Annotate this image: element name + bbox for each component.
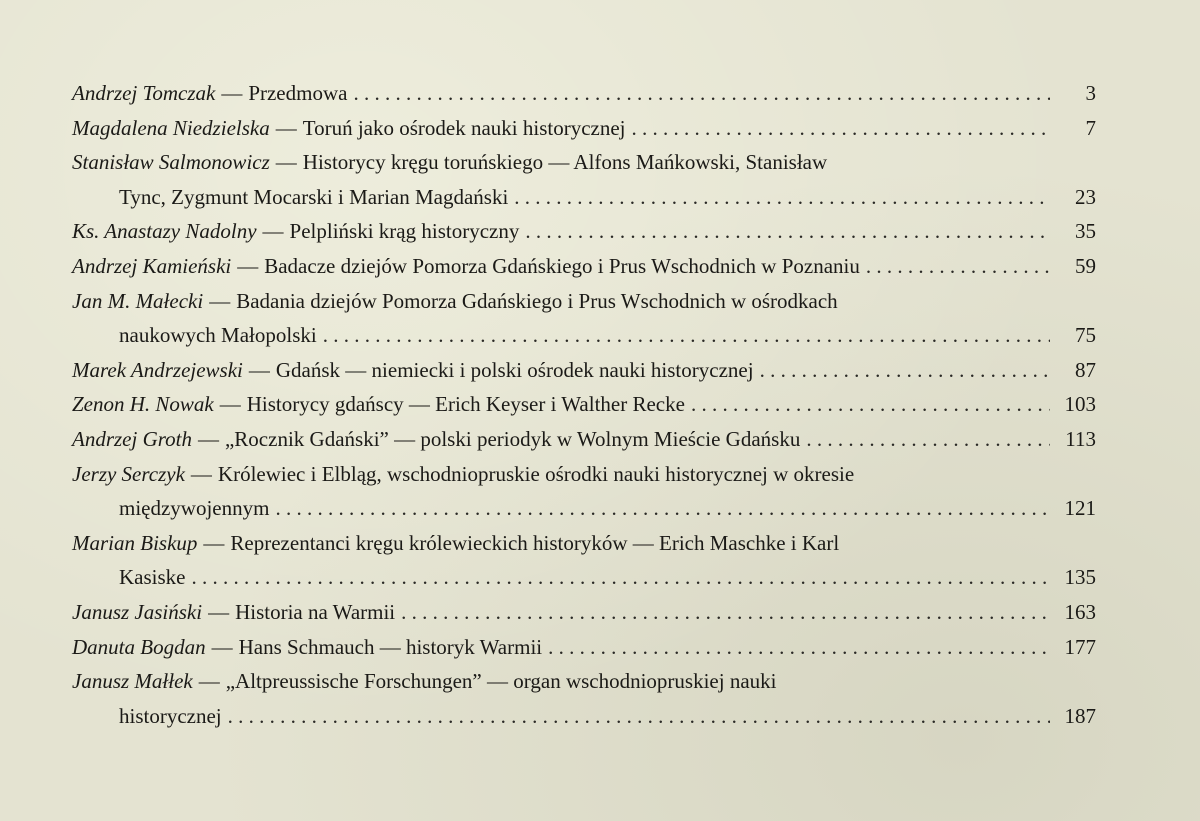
entry-title: Hans Schmauch — historyk Warmii [238, 634, 543, 659]
toc-entry [72, 595, 1096, 630]
toc-entry-line [72, 422, 1096, 457]
entry-separator: — [237, 253, 259, 278]
entry-page-number: 187 [1064, 703, 1096, 728]
toc-entry [72, 249, 1096, 284]
dot-leader [525, 214, 1050, 249]
toc-entry-continuation [72, 560, 1096, 595]
entry-title: międzywojennym [119, 496, 270, 521]
entry-author: Jerzy Serczyk [72, 461, 185, 486]
entry-separator: — [262, 219, 284, 244]
toc-entry [72, 422, 1096, 457]
entry-author: Stanisław Salmonowicz [72, 150, 270, 175]
dot-leader [192, 560, 1051, 595]
entry-separator: — [211, 634, 233, 659]
toc-entry-continuation [72, 180, 1096, 215]
toc-entry [72, 145, 1096, 214]
entry-title: historycznej [119, 703, 222, 728]
entry-separator: — [190, 461, 212, 486]
toc-entry-line [72, 76, 1096, 111]
entry-title: Gdańsk — niemiecki i polski ośrodek nauki historycznej [275, 357, 754, 382]
toc-entry [72, 76, 1096, 111]
entry-author: Marian Biskup [72, 530, 198, 555]
entry-title: Tync, Zygmunt Mocarski i Marian Magdański [119, 184, 509, 209]
toc-entry-line [72, 526, 1096, 561]
entry-page-number: 75 [1075, 323, 1096, 348]
entry-title: „Altpreussische Forschungen” — organ wschodniopruskiej nauki [225, 669, 777, 694]
dot-leader [401, 595, 1050, 630]
dot-leader [353, 76, 1050, 111]
toc-entry [72, 284, 1096, 353]
entry-author: Andrzej Groth [72, 426, 192, 451]
entry-author: Zenon H. Nowak [72, 392, 214, 417]
entry-separator: — [208, 599, 230, 624]
toc-entry-line [72, 284, 1096, 319]
dot-leader [806, 422, 1050, 457]
entry-separator: — [198, 669, 220, 694]
dot-leader [691, 387, 1050, 422]
entry-page-number: 103 [1064, 392, 1096, 417]
entry-author: Jan M. Małecki [72, 288, 204, 313]
entry-author: Marek Andrzejewski [72, 357, 243, 382]
dot-leader [514, 180, 1050, 215]
toc-entry [72, 457, 1096, 526]
entry-page-number: 23 [1075, 184, 1096, 209]
entry-title: Historycy kręgu toruńskiego — Alfons Mańkowski, Stanisław [302, 150, 828, 175]
toc-entry-line [72, 353, 1096, 388]
entry-title: Badania dziejów Pomorza Gdańskiego i Prus Wschodnich w ośrodkach [236, 288, 838, 313]
toc-entry [72, 664, 1096, 733]
entry-page-number: 177 [1064, 634, 1096, 659]
entry-separator: — [275, 115, 297, 140]
table-of-contents [72, 76, 1096, 733]
toc-entry-line [72, 630, 1096, 665]
dot-leader [548, 630, 1050, 665]
dot-leader [323, 318, 1050, 353]
entry-title: Toruń jako ośrodek nauki historycznej [302, 115, 626, 140]
toc-entry-line [72, 249, 1096, 284]
toc-entry [72, 526, 1096, 595]
toc-entry-line [72, 595, 1096, 630]
entry-title: Pelpliński krąg historyczny [289, 219, 520, 244]
toc-entry [72, 353, 1096, 388]
entry-author: Andrzej Kamieński [72, 253, 232, 278]
entry-author: Ks. Anastazy Nadolny [72, 219, 257, 244]
entry-title: Reprezentanci kręgu królewieckich historyków — Erich Maschke i Karl [230, 530, 840, 555]
toc-entry [72, 214, 1096, 249]
entry-separator: — [197, 426, 219, 451]
entry-page-number: 3 [1085, 81, 1096, 105]
entry-separator: — [209, 288, 231, 313]
entry-separator: — [248, 357, 270, 382]
entry-separator: — [203, 530, 225, 555]
dot-leader [632, 111, 1050, 146]
entry-author: Magdalena Niedzielska [72, 115, 270, 140]
entry-page-number: 163 [1064, 599, 1096, 624]
entry-page-number: 121 [1064, 496, 1096, 521]
entry-page-number: 7 [1085, 115, 1096, 140]
entry-title: Kasiske [119, 565, 186, 590]
entry-page-number: 113 [1065, 426, 1096, 451]
entry-title: Historia na Warmii [235, 599, 396, 624]
entry-author: Janusz Małłek [72, 669, 193, 694]
entry-title: Przedmowa [248, 81, 348, 105]
dot-leader [275, 491, 1050, 526]
toc-entry-line [72, 214, 1096, 249]
toc-entry-line [72, 457, 1096, 492]
dot-leader [866, 249, 1050, 284]
toc-entry-continuation [72, 491, 1096, 526]
entry-title: Królewiec i Elbląg, wschodniopruskie ośrodki nauki historycznej w okresie [217, 461, 855, 486]
entry-author: Andrzej Tomczak [72, 81, 216, 105]
entry-author: Janusz Jasiński [72, 599, 203, 624]
entry-page-number: 35 [1075, 219, 1096, 244]
entry-page-number: 59 [1075, 253, 1096, 278]
entry-separator: — [275, 150, 297, 175]
toc-entry-continuation [72, 318, 1096, 353]
entry-page-number: 87 [1075, 357, 1096, 382]
entry-title: Historycy gdańscy — Erich Keyser i Walther Recke [246, 392, 685, 417]
toc-entry [72, 630, 1096, 665]
toc-entry-line [72, 664, 1096, 699]
toc-entry [72, 387, 1096, 422]
toc-entry-line [72, 111, 1096, 146]
entry-title: „Rocznik Gdański” — polski periodyk w Wolnym Mieście Gdańsku [224, 426, 801, 451]
toc-entry-line [72, 387, 1096, 422]
entry-author: Danuta Bogdan [72, 634, 206, 659]
toc-entry-continuation [72, 699, 1096, 734]
toc-entry-line [72, 145, 1096, 180]
toc-entry [72, 111, 1096, 146]
entry-title: naukowych Małopolski [119, 323, 317, 348]
entry-separator: — [219, 392, 241, 417]
dot-leader [228, 699, 1050, 734]
entry-page-number: 135 [1064, 565, 1096, 590]
entry-separator: — [221, 81, 243, 105]
entry-title: Badacze dziejów Pomorza Gdańskiego i Prus Wschodnich w Poznaniu [264, 253, 860, 278]
dot-leader [760, 353, 1050, 388]
